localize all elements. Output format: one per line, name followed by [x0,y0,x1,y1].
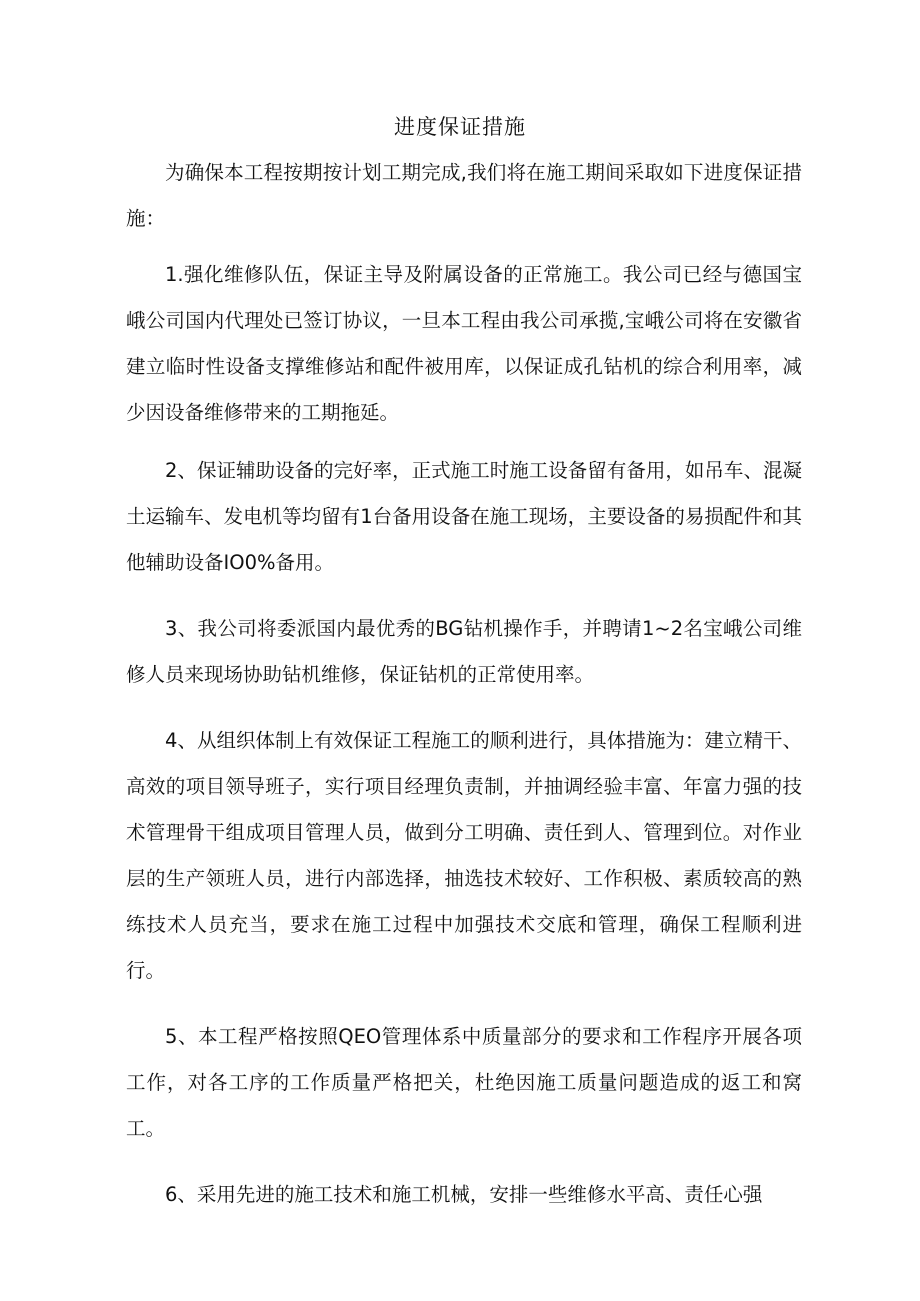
paragraph-item-3: 3、我公司将委派国内最优秀的BG钻机操作手，并聘请1~2名宝峨公司维修人员来现场协助钻机维修，保证钻机的正常使用率。 [126,617,802,686]
paragraph-item-1: 1.强化维修队伍，保证主导及附属设备的正常施工。我公司已经与德国宝峨公司国内代理处已签订协议，一旦本工程由我公司承揽,宝峨公司将在安徽省建立临时性设备支撑维修站和配件被用库，以保证成孔钻机的综合利用率，减少因设备维修带来的工期拖延。 [126,263,802,424]
paragraph-intro: 为确保本工程按期按计划工期完成,我们将在施工期间采取如下进度保证措施： [126,161,802,230]
paragraph-item-5: 5、本工程严格按照QEO管理体系中质量部分的要求和工作程序开展各项工作，对各工序的工作质量严格把关，杜绝因施工质量问题造成的返工和窝工。 [126,1025,802,1140]
document-title: 进度保证措施 [394,115,526,139]
paragraph-item-2: 2、保证辅助设备的完好率，正式施工时施工设备留有备用，如吊车、混凝土运输车、发电机等均留有1台备用设备在施工现场，主要设备的易损配件和其他辅助设备IO0%备用。 [126,459,802,574]
paragraph-item-4: 4、从组织体制上有效保证工程施工的顺利进行，具体措施为：建立精干、高效的项目领导班子，实行项目经理负责制，并抽调经验丰富、年富力强的技术管理骨干组成项目管理人员，做到分工明确、责任到人、管理到位。对作业层的生产领班人员，进行内部选择，抽选技术较好、工作积极、素质较高的熟练技术人员充当，要求在施工过程中加强技术交底和管理，确保工程顺利进行。 [126,729,802,982]
document-body [126,150,802,1238]
paragraph-item-6: 6、采用先进的施工技术和施工机械，安排一些维修水平高、责任心强 [165,1183,763,1206]
